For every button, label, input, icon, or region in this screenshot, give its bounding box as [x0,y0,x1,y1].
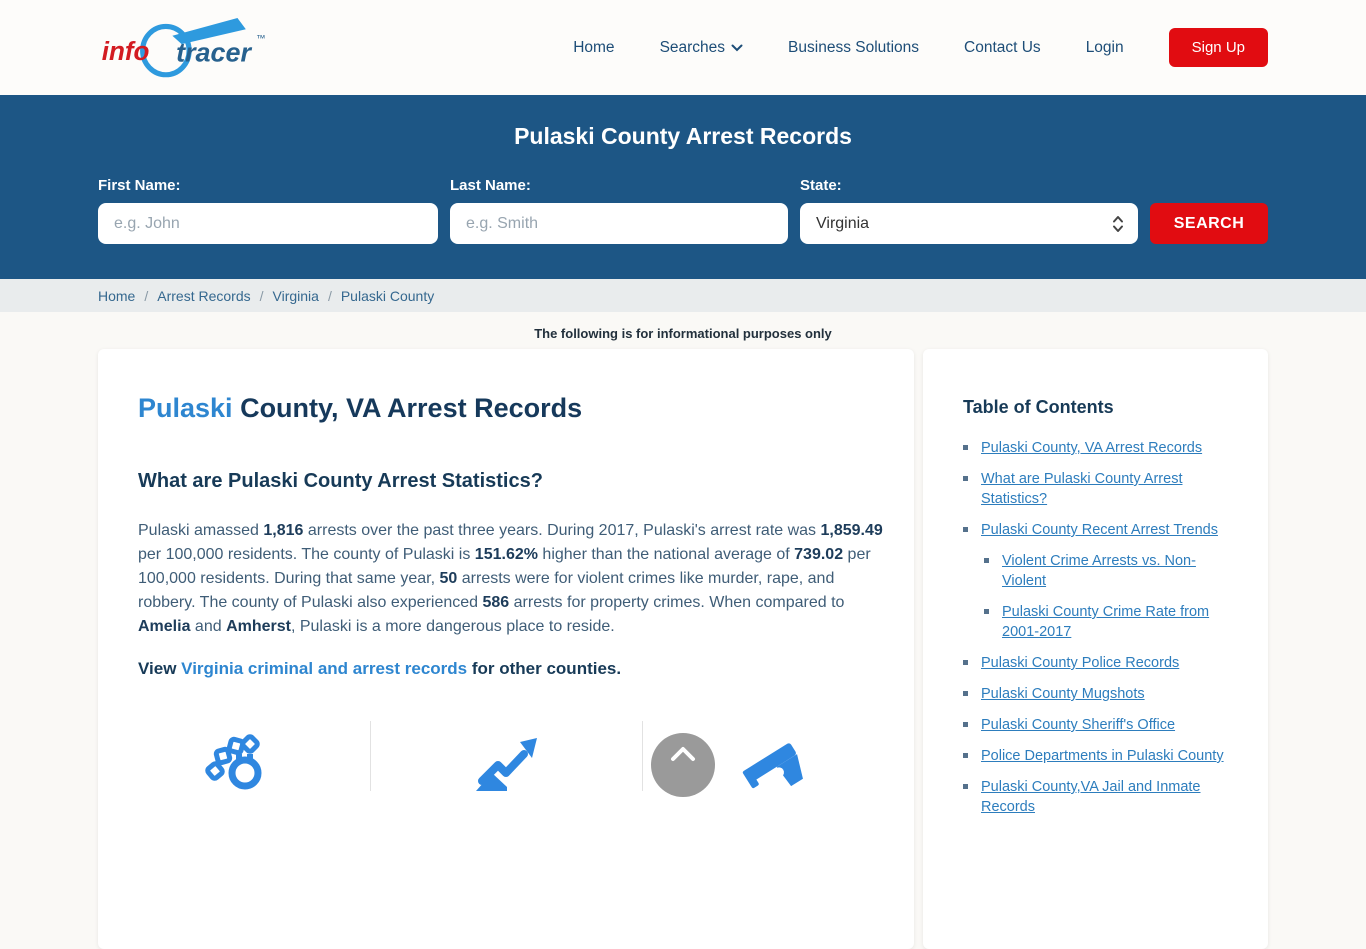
svg-text:info: info [101,35,150,66]
nav-item-searches[interactable]: Searches [660,39,743,57]
page-title: Pulaski County, VA Arrest Records [138,393,583,423]
state-select[interactable] [800,203,1138,244]
nav-item-business-solutions[interactable]: Business Solutions [788,38,920,56]
people-search-form [98,177,1268,244]
toc-link-arrest-statistics[interactable]: What are Pulaski County Arrest Statistics? [981,471,1183,507]
bullet-icon [984,558,989,563]
toc-link-arrest-records[interactable]: Pulaski County, VA Arrest Records [981,440,1203,456]
breadcrumb-separator: / [144,287,149,304]
search-banner [0,95,1366,279]
bullet-icon [963,476,968,481]
last-name-input[interactable] [450,203,788,244]
nav-item-home[interactable]: Home [573,38,615,56]
virginia-records-link[interactable]: Virginia criminal and arrest records [181,659,468,678]
bullet-icon [963,722,968,727]
updown-chevrons-icon [1112,215,1124,233]
toc-entry [963,684,1238,704]
magnifier-icon [98,14,270,76]
state-label: State: [800,177,842,194]
bullet-icon [963,753,968,758]
bullet-icon [963,691,968,696]
first-name-input[interactable] [98,203,438,244]
breadcrumb-pulaski-county[interactable]: Pulaski County [340,287,435,304]
toc-link-jail-inmate-records[interactable]: Pulaski County,VA Jail and Inmate Records [981,779,1201,815]
pistol-icon [741,729,817,791]
statistics-heading: What are Pulaski County Arrest Statistics? [138,470,543,492]
table-of-contents [923,349,1268,949]
site-header [0,0,1366,95]
chevron-down-icon [731,44,743,52]
handcuffs-icon [203,729,265,791]
bullet-icon [963,660,968,665]
chevron-up-icon [668,744,698,764]
trends-column [370,721,642,791]
toc-link-crime-rate-2001-2017[interactable]: Pulaski County Crime Rate from 2001-2017 [1002,604,1210,640]
arrests-column [98,721,370,791]
toc-entry [963,469,1238,509]
toc-link-sheriffs-office[interactable]: Pulaski County Sheriff's Office [981,717,1176,733]
toc-link-mugshots[interactable]: Pulaski County Mugshots [981,686,1145,702]
toc-entry [963,438,1238,458]
breadcrumb-arrest-records[interactable]: Arrest Records [157,287,251,304]
breadcrumb-bar [0,279,1366,312]
bullet-icon [963,445,968,450]
disclaimer-text: The following is for informational purposes only [534,326,832,341]
search-button[interactable]: SEARCH [1150,203,1268,244]
main-nav [573,28,1268,67]
breadcrumb [98,279,1268,312]
toc-entry [963,715,1238,735]
back-to-top-button[interactable] [651,733,715,797]
banner-title: Pulaski County Arrest Records [514,123,852,149]
toc-entry-sub [984,551,1238,591]
bullet-icon [963,527,968,532]
breadcrumb-virginia[interactable]: Virginia [272,287,319,304]
bullet-icon [963,784,968,789]
toc-entry [963,777,1238,817]
toc-entry [963,653,1238,673]
toc-entry-sub [984,602,1238,642]
sign-up-button[interactable]: Sign Up [1169,28,1268,67]
bullet-icon [984,609,989,614]
breadcrumb-separator: / [327,287,332,304]
toc-entry [963,520,1238,540]
toc-link-police-departments[interactable]: Police Departments in Pulaski County [981,748,1224,764]
state-selected-value: Virginia [816,214,870,232]
view-other-counties: View Virginia criminal and arrest records for other counties. [138,659,622,678]
last-name-label: Last Name: [450,177,531,194]
breadcrumb-separator: / [259,287,264,304]
trend-chart-icon [476,729,538,791]
toc-link-violent-vs-nonviolent[interactable]: Violent Crime Arrests vs. Non-Violent [1002,553,1196,589]
toc-entry [963,746,1238,766]
first-name-label: First Name: [98,177,181,194]
breadcrumb-home[interactable]: Home [98,287,136,304]
svg-text:tracer: tracer [176,37,252,68]
infotracer-logo[interactable] [98,14,270,81]
toc-title: Table of Contents [963,397,1114,417]
nav-item-contact-us[interactable]: Contact Us [964,38,1041,56]
toc-link-recent-arrest-trends[interactable]: Pulaski County Recent Arrest Trends [981,522,1218,538]
toc-link-police-records[interactable]: Pulaski County Police Records [981,655,1180,671]
svg-text:™: ™ [256,33,266,44]
statistics-paragraph: Pulaski amassed 1,816 arrests over the past three years. During 2017, Pulaski's arrest rate was 1,859.49 per 100,000 residents. The county of Pulaski is 151.62% higher than the national average of 739.02 per 100,000 residents. During that same year, 50 arrests were for violent crimes like murder, rape, and robbery. The county of Pulaski also experienced 586 arrests for property crimes. When compared to Amelia and Amherst, Pulaski is a more dangerous place to reside. [138,522,883,635]
article-card [98,349,914,949]
nav-item-login[interactable]: Login [1085,38,1124,56]
stats-icons-row [98,721,914,791]
